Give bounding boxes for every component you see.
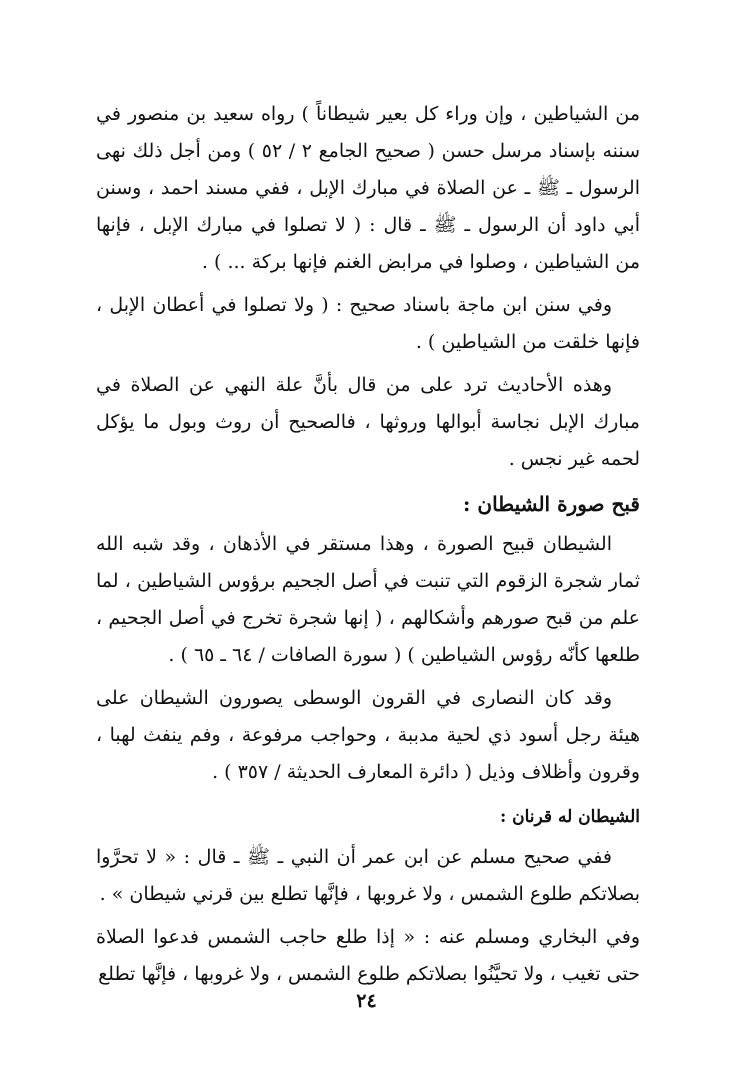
- paragraph-muslim-hadith: ففي صحيح مسلم عن ابن عمر أن النبي ـ ﷺ ـ قال : « لا تحرَّوا بصلاتكم طلوع الشمس ، ولا غروبها ، فإنَّها تطلع بين قرني شيطان » .: [96, 846, 640, 905]
- paragraph-bukhari-hadith: وفي البخاري ومسلم عنه : « إذا طلع حاجب الشمس فدعوا الصلاة حتى تغيب ، ولا تحيَّنُوا بصلاتكم طلوع الشمس ، ولا غروبها ، فإنَّها تطلع: [96, 926, 640, 985]
- section-heading-two-horns: الشيطان له قرنان :: [499, 807, 640, 827]
- paragraph-camels-devils: من الشياطين ، وإن وراء كل بعير شيطاناً ) رواه سعيد بن منصور في سننه بإسناد مرسل حسن ( صحيح الجامع ٢ / ٥٢ ) ومن أجل ذلك نهى الرسول ـ ﷺ ـ عن الصلاة في مبارك الإبل ، ففي مسند احمد ، وسنن أبي داود أن الرسول ـ ﷺ ـ قال : ( لا تصلوا في مبارك الإبل ، فإنها من الشياطين ، وصلوا في مرابض الغنم فإنها بركة ... ) .: [96, 103, 641, 273]
- page-body: [96, 96, 640, 999]
- section-heading-ugliness: قبح صورة الشيطان :: [463, 492, 640, 516]
- paragraph-ibn-majah: وفي سنن ابن ماجة باسناد صحيح : ( ولا تصلوا في أعطان الإبل ، فإنها خلقت من الشياطين ) .: [96, 294, 640, 353]
- paragraph-ugly-form: الشيطان قبيح الصورة ، وهذا مستقر في الأذهان ، وقد شبه الله ثمار شجرة الزقوم التي تنبت في أصل الجحيم برؤوس الشياطين ، لما علم من قبح صورهم وأشكالهم ، ( إنها شجرة تخرج في أصل الجحيم ، طلعها كأنّه رؤوس الشياطين ) ( سورة الصافات / ٦٤ ـ ٦٥ ) .: [96, 533, 640, 666]
- paragraph-christians-depiction: وقد كان النصارى في القرون الوسطى يصورون الشيطان على هيئة رجل أسود ذي لحية مدببة ، وحواجب مرفوعة ، وفم ينفث لهبا ، وقرون وأظلاف وذيل ( دائرة المعارف الحديثة / ٣٥٧ ) .: [96, 687, 640, 783]
- page-number: ٢٤: [356, 990, 377, 1012]
- paragraph-hadith-reply: وهذه الأحاديث ترد على من قال بأنَّ علة النهي عن الصلاة في مبارك الإبل نجاسة أبوالها وروثها ، فالصحيح أن روث وبول ما يؤكل لحمه غير نجس .: [96, 374, 640, 470]
